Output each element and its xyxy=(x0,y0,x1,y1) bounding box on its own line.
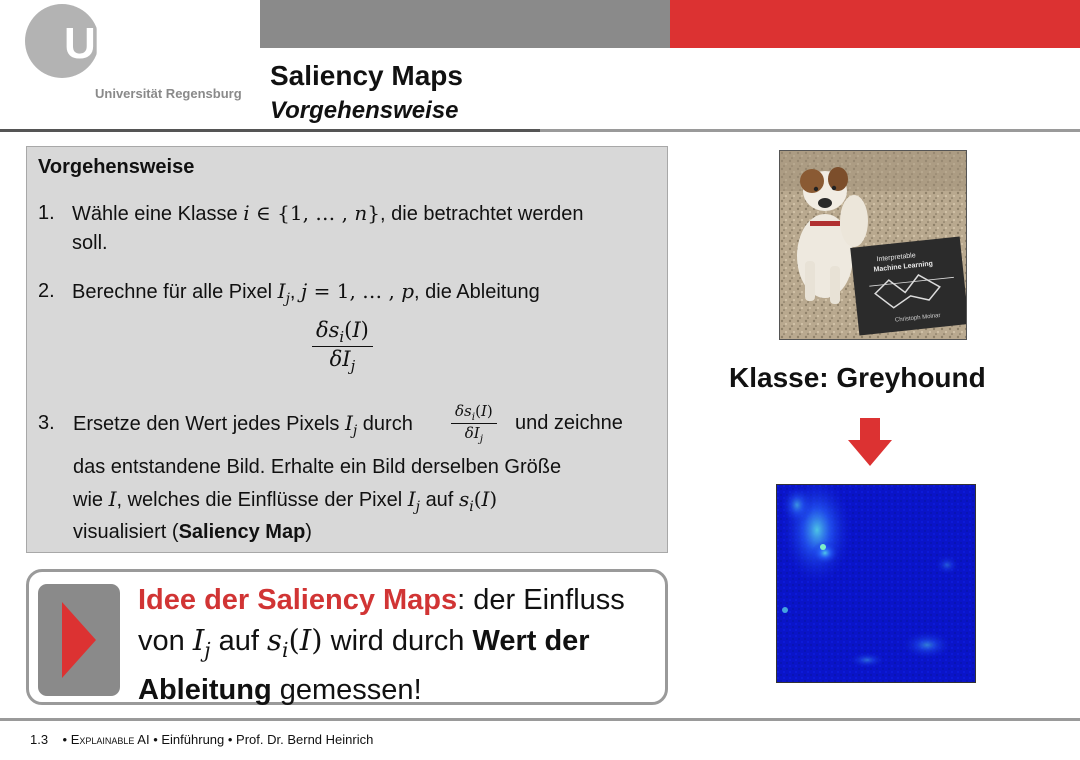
saliency-map-image xyxy=(776,484,976,683)
header-grey-bar xyxy=(260,0,670,48)
footer-text: 1.3 • Explainable AI • Einführung • Prof. Dr. Bernd Heinrich xyxy=(30,732,374,747)
inline-derivative: $\frac{\delta s_i(I)}{\delta I_j}$ xyxy=(451,402,497,445)
step-1-text: Wähle eine Klasse i ∈ {1, … , n}, die betrachtet werden xyxy=(72,201,584,225)
university-name: Universität Regensburg xyxy=(95,86,242,101)
step-3-text-b: und zeichne xyxy=(515,412,623,434)
section-name: Einführung xyxy=(161,732,225,747)
page-number: 1.3 xyxy=(30,732,49,747)
step-3-text-line4: visualisiert (Saliency Map) xyxy=(73,521,312,543)
step-3-text: Ersetze den Wert jedes Pixels $I_j$ durch xyxy=(73,411,413,439)
course-name: Explainable AI xyxy=(70,732,150,747)
dog-with-book-photo xyxy=(779,150,967,340)
slide-subtitle: Vorgehensweise xyxy=(270,97,459,124)
slide-title: Saliency Maps xyxy=(270,60,463,91)
idea-text: Idee der Saliency Maps: der Einfluss von $I_j$ auf $s_i(I)$ wird durch Wert der Ableitung gemessen! xyxy=(138,584,625,706)
header-red-bar xyxy=(670,0,1080,48)
step-2-text: Berechne für alle Pixel $I_j$, j = 1, … , p, die Ableitung xyxy=(72,279,540,307)
derivative-formula: $\frac{\delta s_i(I)}{\delta I_j}$ xyxy=(312,318,373,375)
header-divider-dark xyxy=(0,129,540,132)
arrow-down-icon xyxy=(846,418,894,468)
play-arrow-icon xyxy=(38,584,120,696)
logo-text: UR xyxy=(64,19,124,68)
class-label: Klasse: Greyhound xyxy=(729,362,986,393)
svg-text:Machine Learning: Machine Learning xyxy=(873,260,934,274)
svg-text:Christoph Molnar: Christoph Molnar xyxy=(894,312,941,324)
step-1-number: 1. xyxy=(38,202,55,224)
author-name: Prof. Dr. Bernd Heinrich xyxy=(236,732,374,747)
svg-text:Interpretable: Interpretable xyxy=(876,252,917,264)
step-1-text-cont: soll. xyxy=(72,232,108,254)
step-3-number: 3. xyxy=(38,412,55,434)
step-2-number: 2. xyxy=(38,280,55,302)
step-3-text-line2: das entstandene Bild. Erhalte ein Bild derselben Größe xyxy=(73,456,562,478)
footer-divider xyxy=(0,718,1080,721)
procedure-heading: Vorgehensweise xyxy=(38,156,195,178)
step-3-text-line3: wie I, welches die Einflüsse der Pixel $I_j$ auf $s_i(I)$ xyxy=(73,487,498,515)
